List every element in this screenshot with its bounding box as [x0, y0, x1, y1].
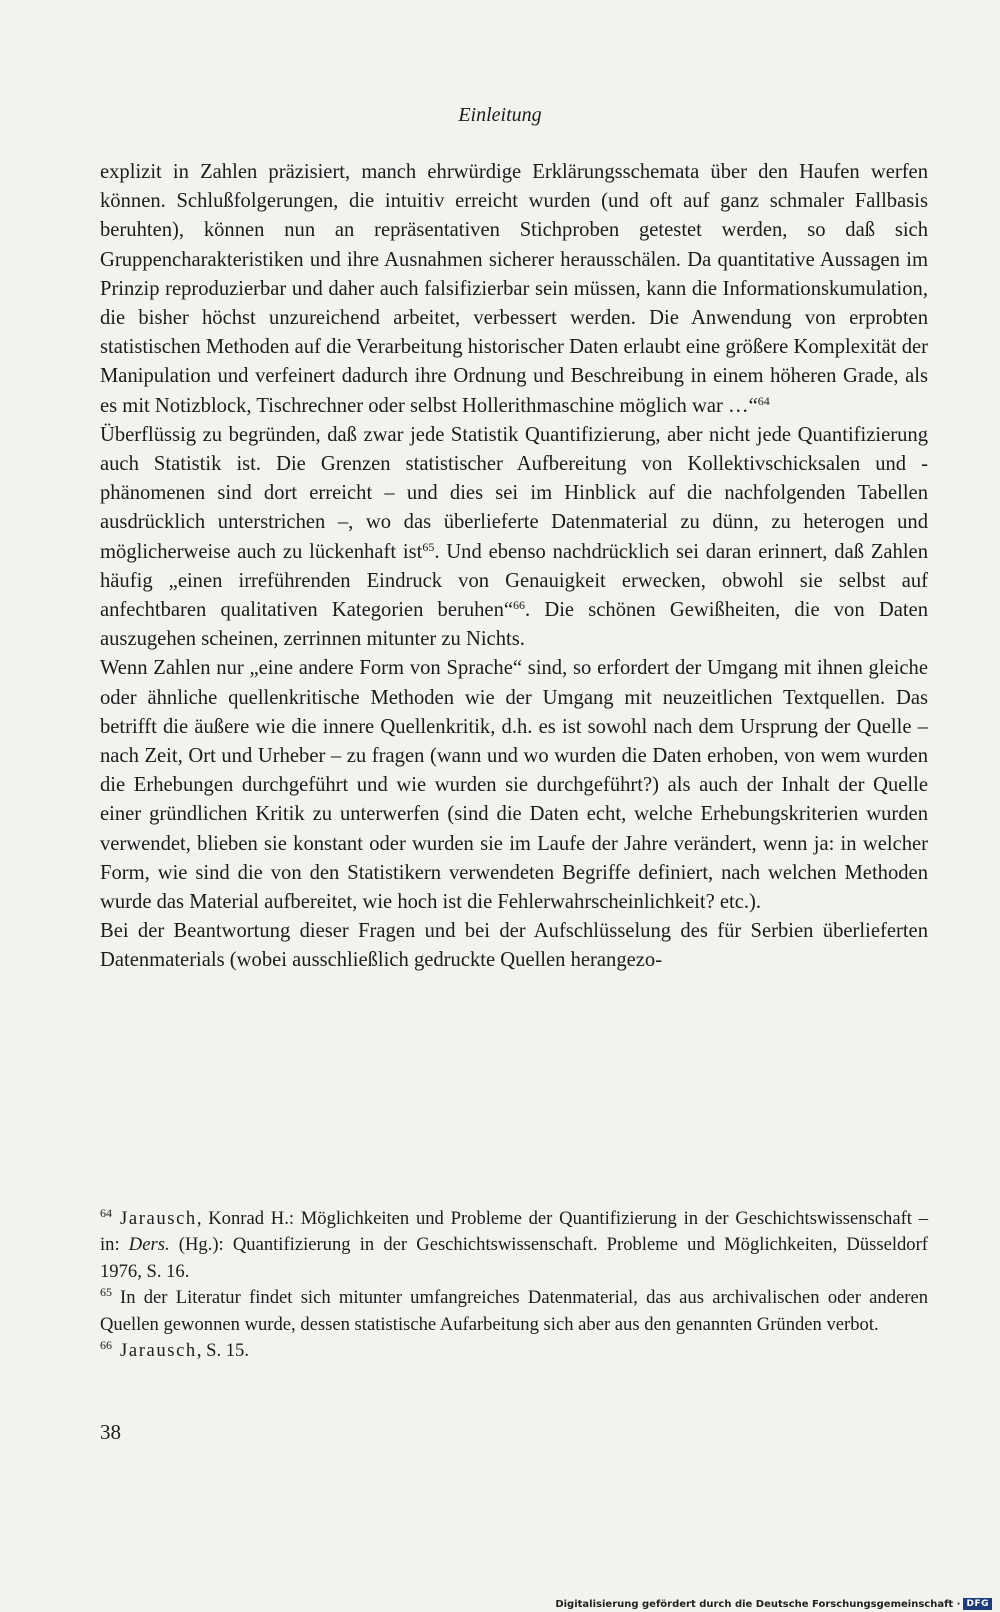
footnote-66: $^{66}$ Jarausch, S. 15.: [100, 1338, 250, 1362]
paragraph-1: explizit in Zahlen präzisiert, manch ehrwürdige Erklärungsschemata über den Haufen werfen können. Schlußfolgerungen, die intuitiv erreicht wurden (und oft auf ganz schmaler Fallbasis beruhten), können nun an repräsentativen Stichproben getestet werden, so daß sich Gruppencharakteristiken und ihre Ausnahmen sicherer herausschälen. Da quantitative Aussagen im Prinzip reproduzierbar und daher auch falsifizierbar sein müssen, kann die Informationskumulation, die bisher höchst unzureichend arbeitet, verbessert werden. Die Anwendung von erprobten statistischen Methoden auf die Verarbeitung historischer Daten erlaubt eine größere Komplexität der Manipulation und verfeinert dadurch ihre Ordnung und Beschreibung in einem höheren Grade, als es mit Notizblock, Tischrechner oder selbst Hollerithmaschine möglich war …“$^{64}$: [100, 161, 928, 417]
page-number: 38: [100, 1420, 121, 1444]
footnote-number: 65: [100, 1285, 112, 1300]
paragraph-3: Wenn Zahlen nur „eine andere Form von Sprache“ sind, so erfordert der Umgang mit ihnen gleiche oder ähnliche quellenkritische Methoden wie der Umgang mit neuzeitlichen Textquellen. Das betrifft die äußere wie die innere Quellenkritik, d.h. es ist sowohl nach dem Ursprung der Quelle – nach Zeit, Ort und Urheber – zu fragen (wann und wo wurden die Daten erhoben, von wem wurden die Erhebungen durchgeführt und wie wurden sie durchgeführt?) als auch der Inhalt der Quelle einer gründlichen Kritik zu unterwerfen (sind die Daten echt, welche Erhebungskriterien wurden verwendet, blieben sie konstant oder wurden sie im Laufe der Jahre verändert, wenn ja: in welcher Form, wie sind die von den Statistikern verwendeten Begriffe definiert, nach welchen Methoden wurde das Material aufbereitet, wie hoch ist die Fehlerwahrscheinlichkeit? etc.).: [100, 657, 928, 914]
digitization-credit: [555, 1598, 992, 1610]
footnote-64: $^{64}$ Jarausch, Konrad H.: Möglichkeiten und Probleme der Quantifizierung in der Geschichtswissenschaft – in: Ders. (Hg.): Quantifizierung in der Geschichtswissenschaft. Probleme und Möglichkeiten, Düsseldorf 1976, S. 16.: [100, 1206, 928, 1282]
footnote-65: $^{65}$ In der Literatur findet sich mitunter umfangreiches Datenmaterial, das aus archivalischen oder anderen Quellen gewonnen wurde, dessen statistische Aufarbeitung sich aber aus den genannten Gründen verbot.: [100, 1285, 928, 1335]
body-text: [100, 158, 928, 976]
running-head: Einleitung: [458, 104, 542, 126]
footnote-ref-65[interactable]: 65: [422, 539, 435, 554]
paragraph-2: Überflüssig zu begründen, daß zwar jede Statistik Quantifizierung, aber nicht jede Quantifizierung auch Statistik ist. Die Grenzen statistischer Aufbereitung von Kollektivschicksalen und -phänomenen sind dort erreicht – und dies sei im Hinblick auf die nachfolgenden Tabellen ausdrücklich unterstrichen –, wo das überlieferte Datenmaterial zu dünn, zu heterogen und möglicherweise auch zu lückenhaft ist$^{65}$. Und ebenso nachdrücklich sei daran erinnert, daß Zahlen häufig „einen irreführenden Eindruck von Genauigkeit erwecken, obwohl sie selbst auf anfechtbaren qualitativen Kategorien beruhen“$^{66}$. Die schönen Gewißheiten, die von Daten auszugehen scheinen, zerrinnen mitunter zu Nichts.: [100, 423, 928, 651]
paragraph-4: Bei der Beantwortung dieser Fragen und bei der Aufschlüsselung des für Serbien überlieferten Datenmaterials (wobei ausschließlich gedruckte Quellen herangezo-: [100, 920, 928, 972]
credit-text: Digitalisierung gefördert durch die Deutsche Forschungsgemeinschaft ·: [555, 1598, 961, 1610]
footnote-ref-66[interactable]: 66: [513, 598, 526, 613]
footnotes: [100, 1206, 928, 1364]
dfg-logo-icon: DFG: [963, 1598, 992, 1610]
footnote-ref-64[interactable]: 64: [757, 393, 770, 408]
footnote-number: 64: [100, 1206, 112, 1220]
footnote-number: 66: [100, 1338, 112, 1353]
